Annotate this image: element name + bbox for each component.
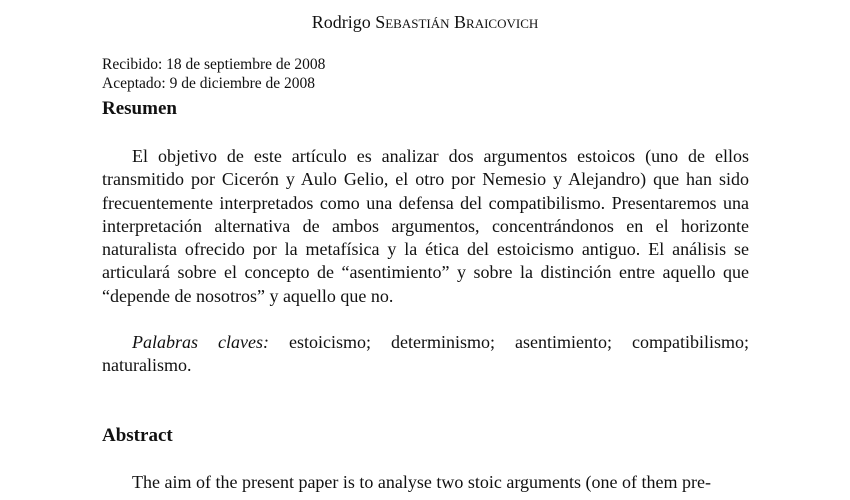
- keywords-paragraph: [102, 331, 749, 378]
- submission-dates: [102, 55, 325, 93]
- keywords-label: Palabras claves:: [132, 332, 269, 352]
- author-name: [0, 12, 850, 33]
- abstract-heading: Abstract: [102, 425, 173, 446]
- abstract-paragraph: The aim of the present paper is to analyse two stoic arguments (one of them pre-: [132, 472, 711, 492]
- resumen-heading: Resumen: [102, 98, 177, 119]
- author-last-name: Sebastián Braicovich: [375, 12, 539, 32]
- received-date: Recibido: 18 de septiembre de 2008: [102, 56, 326, 73]
- accepted-date: Aceptado: 9 de diciembre de 2008: [102, 75, 316, 92]
- keywords-list: estoicismo; determinismo; asentimiento; compatibilismo; naturalismo.: [102, 332, 749, 376]
- resumen-paragraph: El objetivo de este artículo es analizar dos argumentos estoicos (uno de ellos transmitido por Cicerón y Aulo Gelio, el otro por Nemesio y Alejandro) que han sido frecuentemente interpretados como una defensa del compatibilismo. Presentaremos una interpretación alternativa de ambos argumentos, concentrándonos en el horizonte naturalista ofrecido por la metafísica y la ética del estoicismo antiguo. El análisis se articulará sobre el concepto de “asentimiento” y sobre la distinción entre aquello que “depende de nosotros” y aquello que no.: [102, 146, 749, 306]
- author-first-name: Rodrigo: [311, 12, 376, 32]
